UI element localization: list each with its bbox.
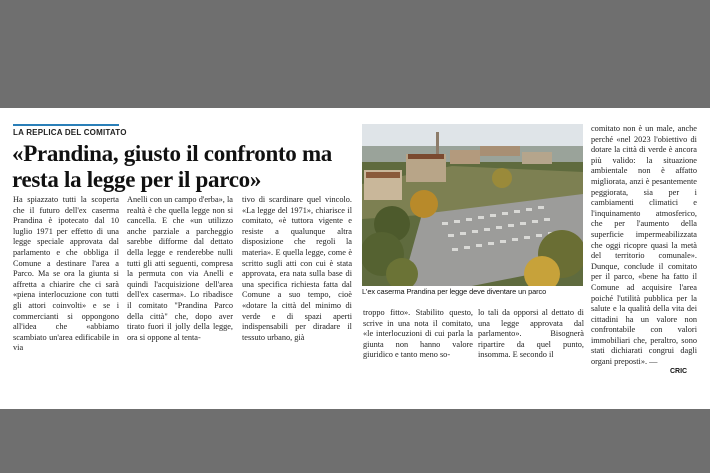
aerial-photo [362,124,583,286]
bottom-border [0,409,710,473]
article-column-2: Anelli con un campo d'erba», la realtà è che quella legge non si cancella. E che «un utilizzo anche parziale a parcheggio sarebbe difforme dal dettato della legge e renderebbe nulli tutti gli atti seguenti, compresa la permuta con via Anelli e quindi l'acquisizione dell'area dell'ex caserma». Lo ribadisce il comitato "Prandina Parco della città" che, dopo aver tirato fuori il jolly della legge, ora si oppone al tenta- [127,195,233,342]
article-column-4: troppo fitto». Stabilito questo, scrive in una nota il comitato, «le interlocuzioni di cui parla la giunta non hanno valore giuridico e tanto meno so- [363,308,473,360]
photo-caption: L'ex caserma Prandina per legge deve diventare un parco [362,287,547,296]
article-column-1: Ha spiazzato tutti la scoperta che il futuro dell'ex caserma Prandina è ipotecato dal 10 luglio 1971 per effetto di una legge speciale approvata dal parlamento e che obbliga il Comune a destinare l'area a Parco. Ma se ora la giunta si affretta a chiarire che ci sarà «piena interlocuzione con tutti gli attori coinvolti» e se i commercianti si oppongono all'idea che «abbiamo scambiato un'area edificabile in via [13,195,119,353]
section-accent-line [13,124,119,126]
top-border [0,0,710,108]
article-column-3: tivo di scardinare quel vincolo. «La legge del 1971», chiarisce il comitato, «è tuttora vigente e resiste a qualunque altra disposizione che regoli la materia». E quella legge, come è scritto sugli atti con cui è stata approvata, era nata sulla base di una specifica richiesta fatta dal Comune a suo tempo, cioè «dotare la città del minimo di verde e di spazi aperti indispensabili per diradare il tessuto urbano, già [242,195,352,342]
article-column-5: lo tali da opporsi al dettato di una legge approvata dal parlamento». Bisognerà ripartire da quel punto, insomma. E secondo il [478,308,584,360]
headline: «Prandina, giusto il confronto ma resta la legge per il parco» [12,141,333,192]
section-label: LA REPLICA DEL COMITATO [13,128,127,137]
byline: CRIC [670,368,688,375]
article-column-6: comitato non è un male, anche perché «nel 2023 l'obiettivo di dotare la città di verde è ancora più valido: la situazione ambientale non è affatto migliorata, anzi è pesantemente peggiorata, sia per i cambiamenti climatici e l'inquinamento atmosferico, che per l'aumento della superficie impermeabilizzata che oggi ricopre quasi la metà del territorio comunale». Dunque, conclude il comitato per il parco, «bene ha fatto il Comune ad acquisire l'area poiché l'utilità pubblica per la salute e la qualità della vita dei cittadini ha un valore non confrontabile con valori immobiliari che, peraltro, sono stati dichiarati congrui dagli organi preposti». — [591,124,697,367]
